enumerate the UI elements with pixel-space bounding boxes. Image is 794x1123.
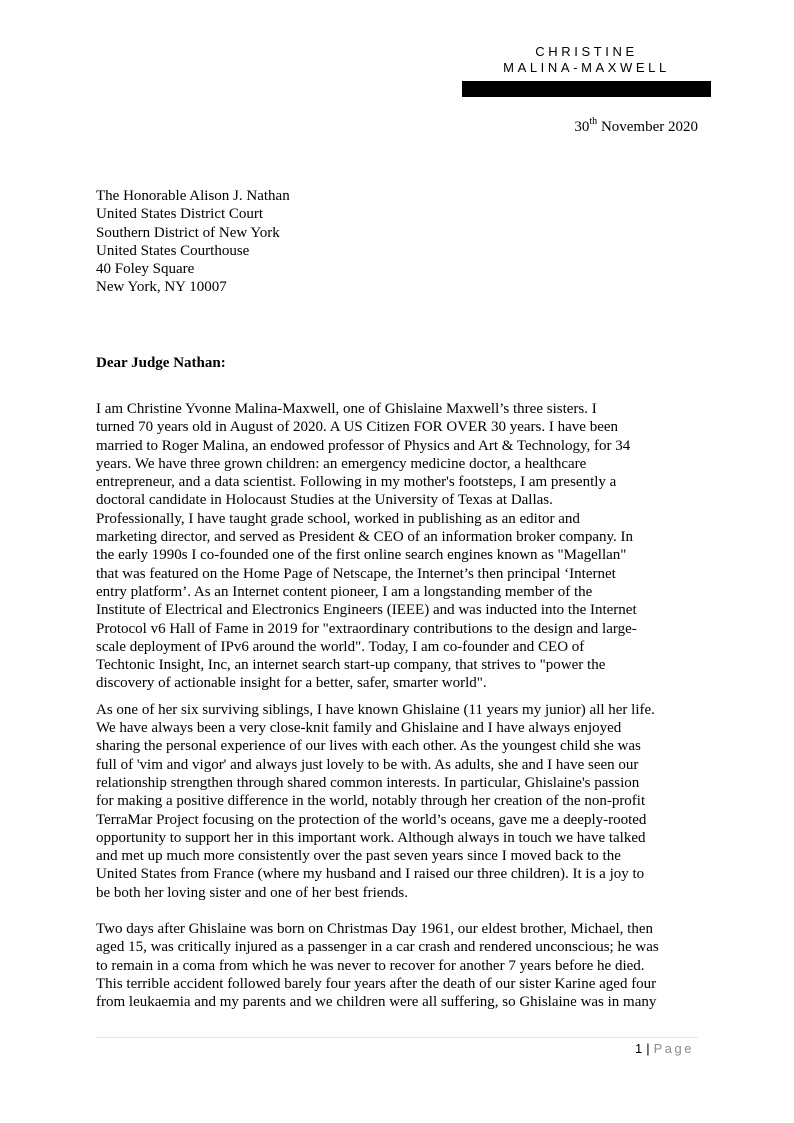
body-line: opportunity to support her in this important work. Although always in touch we have talked: [96, 829, 646, 846]
body-line: full of 'vim and vigor' and always just lovely to be with. As adults, she and I have seen our: [96, 756, 639, 773]
letter-body: [96, 400, 700, 1012]
body-line: aged 15, was critically injured as a passenger in a car crash and rendered unconscious; he was: [96, 939, 659, 956]
body-line: Professionally, I have taught grade school, worked in publishing as an editor and: [96, 510, 580, 527]
body-line: relationship strengthen through shared common interests. In particular, Ghislaine's passion: [96, 774, 640, 791]
body-line: Institute of Electrical and Electronics Engineers (IEEE) and was inducted into the Internet: [96, 602, 637, 619]
page-number: 1: [635, 1041, 643, 1056]
date-day: 30: [574, 119, 590, 135]
body-paragraph-1: [96, 400, 700, 693]
footer-separator: |: [646, 1041, 650, 1056]
address-line: New York, NY 10007: [96, 279, 227, 296]
body-line: scale deployment of IPv6 around the world". Today, I am co-founder and CEO of: [96, 638, 585, 655]
body-line: doctoral candidate in Holocaust Studies at the University of Texas at Dallas.: [96, 492, 553, 509]
body-line: the early 1990s I co-founded one of the first online search engines known as "Magellan": [96, 547, 627, 564]
body-line: entry platform’. As an Internet content pioneer, I am a longstanding member of the: [96, 583, 593, 600]
body-line: This terrible accident followed barely four years after the death of our sister Karine aged four: [96, 975, 657, 992]
address-line: 40 Foley Square: [96, 261, 195, 278]
body-line: discovery of actionable insight for a better, safer, smarter world".: [96, 675, 487, 692]
body-line: turned 70 years old in August of 2020. A US Citizen FOR OVER 30 years. I have been: [96, 419, 619, 436]
body-line: married to Roger Malina, an endowed professor of Physics and Art & Technology, for 34: [96, 437, 631, 454]
body-line: We have always been a very close-knit family and Ghislaine and I have always enjoyed: [96, 720, 622, 737]
address-line: Southern District of New York: [96, 224, 280, 241]
letterhead-name: [462, 44, 711, 76]
body-line: years. We have three grown children: an emergency medicine doctor, a healthcare: [96, 455, 587, 472]
footer-divider: [96, 1037, 698, 1038]
body-line: and met up much more consistently over the past seven years since I moved back to the: [96, 848, 621, 865]
body-line: be both her loving sister and one of her best friends.: [96, 884, 409, 901]
salutation: Dear Judge Nathan:: [96, 355, 226, 371]
body-line: I am Christine Yvonne Malina-Maxwell, one of Ghislaine Maxwell’s three sisters. I: [96, 401, 597, 417]
body-line: sharing the personal experience of our lives with each other. As the youngest child she was: [96, 738, 641, 755]
body-line: for making a positive difference in the world, notably through her creation of the non-profit: [96, 793, 646, 810]
body-line: Two days after Ghislaine was born on Christmas Day 1961, our eldest brother, Michael, then: [96, 921, 653, 938]
letterhead-last-name: MALINA-MAXWELL: [503, 60, 670, 75]
recipient-address: [96, 187, 290, 297]
body-line: entrepreneur, and a data scientist. Following in my mother's footsteps, I am presently a: [96, 474, 617, 491]
body-line: TerraMar Project focusing on the protection of the world’s oceans, gave me a deeply-rooted: [96, 811, 647, 828]
date-ordinal: th: [589, 116, 598, 127]
body-line: marketing director, and served as President & CEO of an information broker company. In: [96, 529, 634, 546]
letterhead-first-name: CHRISTINE: [535, 44, 638, 59]
letter-date: [574, 118, 698, 136]
body-line: from leukaemia and my parents and we children were all suffering, so Ghislaine was in many: [96, 994, 657, 1011]
date-month-year: November 2020: [597, 119, 698, 135]
body-line: to remain in a coma from which he was never to recover for another 7 years before he died.: [96, 957, 645, 974]
body-paragraph-2: [96, 701, 700, 902]
page-label: Page: [653, 1041, 694, 1056]
address-line: United States District Court: [96, 206, 264, 223]
address-line: The Honorable Alison J. Nathan: [96, 188, 290, 204]
body-line: that was featured on the Home Page of Netscape, the Internet’s then principal ‘Internet: [96, 565, 616, 582]
body-line: Protocol v6 Hall of Fame in 2019 for "extraordinary contributions to the design and large-: [96, 620, 637, 637]
body-line: As one of her six surviving siblings, I have known Ghislaine (11 years my junior) all her life.: [96, 701, 655, 718]
body-paragraph-3: [96, 920, 700, 1011]
address-line: United States Courthouse: [96, 242, 250, 259]
body-line: Techtonic Insight, Inc, an internet search start-up company, that strives to "power the: [96, 657, 606, 674]
body-line: United States from France (where my husband and I raised our three children). It is a joy to: [96, 866, 645, 883]
page-footer: [635, 1041, 694, 1057]
letterhead-bar: [462, 81, 711, 97]
